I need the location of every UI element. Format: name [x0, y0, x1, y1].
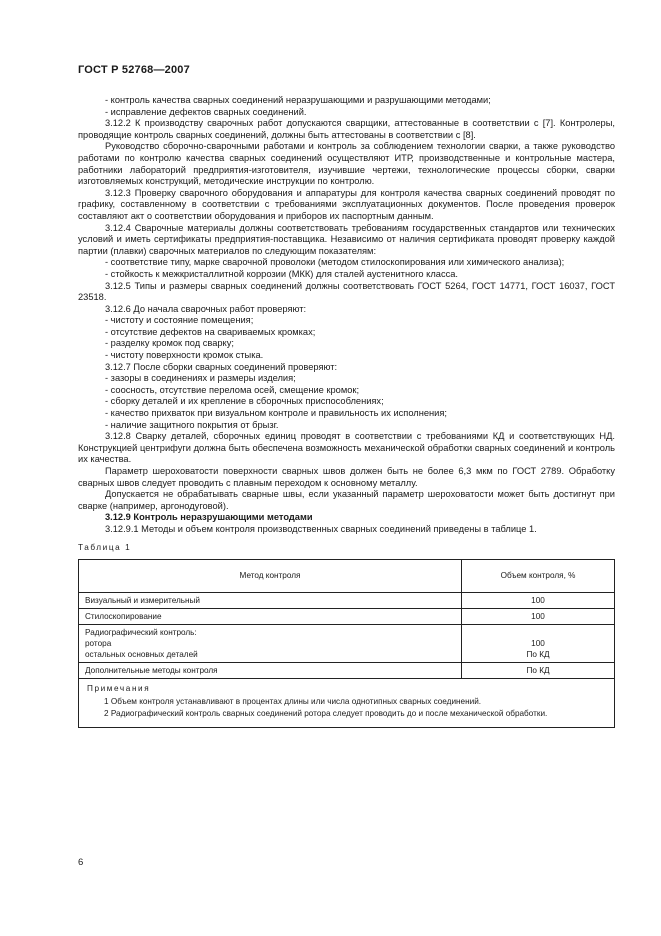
paragraph: Руководство сборочно-сварочными работами и контроль за соблюдением технологии сварки, а также руководство работами по контролю качества сварных соединений осуществляют ИТР, производственные и контрольные мастера, работники лабораторий предприятия-изготовителя, изучившие чертежи, технологические процессы сборки, сварки изготовляемых конструкций, методические инструкции по контролю.: [78, 141, 615, 187]
table-header-row: [79, 560, 615, 593]
notes-title: Примечания: [87, 684, 151, 694]
method-cell: Дополнительные методы контроля: [79, 663, 462, 679]
list-item: - соосность, отсутствие перелома осей, смещение кромок;: [105, 384, 360, 395]
list-item: - отсутствие дефектов на свариваемых кромках;: [105, 326, 316, 337]
method-cell: Визуальный и измерительный: [79, 593, 462, 609]
method-line: ротора: [85, 639, 112, 649]
list-item: - стойкость к межкристаллитной коррозии (МКК) для сталей аустенитного класса.: [105, 268, 459, 279]
paragraph: Допускается не обрабатывать сварные швы, если указанный параметр шероховатости может быть достигнут при сварке (например, аргонодуговой).: [78, 489, 615, 511]
paragraph: 3.12.9.1 Методы и объем контроля производственных сварных соединений приведены в таблице 1.: [105, 523, 537, 534]
paragraph: Параметр шероховатости поверхности сварных швов должен быть не более 6,3 мкм по ГОСТ 2789. Обработку сварных швов следует проводить с плавным переходом к основному металлу.: [78, 466, 615, 488]
column-header-volume: Объем контроля, %: [462, 560, 615, 593]
volume-cell: 100: [462, 609, 615, 625]
volume-cell: По КД: [462, 663, 615, 679]
paragraph: 3.12.3 Проверку сварочного оборудования и аппаратуры для контроля качества сварных соединений проводят по графику, составленному в соответствии с требованиями эксплуатационных документов. После проведения проверок составляют акт о соответствии оборудования и приборов их паспортным данным.: [78, 187, 615, 221]
document-header: ГОСТ Р 52768—2007: [78, 64, 190, 76]
paragraph: 3.12.8 Сварку деталей, сборочных единиц проводят в соответствии с требованиями КД и соответствующих НД. Конструкцией центрифуги должна быть обеспечена возможность механической обработки сварных соединений и контроль их качества.: [78, 431, 615, 465]
note-item: 1 Объем контроля устанавливают в процентах длины или числа однотипных сварных соединений.: [104, 696, 482, 706]
list-item: - качество прихваток при визуальном контроле и правильность их исполнения;: [105, 408, 447, 419]
volume-line: 100: [531, 639, 545, 649]
table-row: [79, 663, 615, 679]
method-cell: Стилоскопирование: [79, 609, 462, 625]
volume-cell: 100: [462, 593, 615, 609]
list-item: - наличие защитного покрытия от брызг.: [105, 419, 279, 430]
volume-cell: [462, 625, 615, 663]
body-text: [78, 95, 615, 728]
table-caption: Таблица 1: [78, 542, 132, 552]
table-row: [79, 609, 615, 625]
paragraph: 3.12.2 К производству сварочных работ допускаются сварщики, аттестованные в соответствии с [7]. Контролеры, проводящие контроль сварных соединений, должны быть аттестованы в соответствии с [8].: [78, 118, 615, 140]
paragraph: 3.12.6 До начала сварочных работ проверяют:: [105, 303, 307, 314]
method-cell: [79, 625, 462, 663]
method-line: остальных основных деталей: [85, 650, 198, 660]
table-row: [79, 593, 615, 609]
list-item: - контроль качества сварных соединений неразрушающими и разрушающими методами;: [105, 95, 491, 105]
paragraph: 3.12.4 Сварочные материалы должны соответствовать требованиям государственных стандартов или технических условий и иметь сертификаты предприятия-поставщика. Независимо от наличия сертификата проводят проверку каждой партии (плавки) сварочных материалов по следующим показателям:: [78, 222, 615, 256]
list-item: - чистоту поверхности кромок стыка.: [105, 350, 264, 361]
notes-row: [79, 679, 615, 728]
list-item: - исправление дефектов сварных соединений.: [105, 106, 307, 117]
note-item: 2 Радиографический контроль сварных соединений ротора следует проводить до и после механической обработки.: [104, 709, 548, 719]
table-row: [79, 625, 615, 663]
volume-line: По КД: [526, 650, 550, 660]
list-item: - соответствие типу, марке сварочной проволоки (методом стилоскопирования или химического анализа);: [105, 257, 565, 268]
list-item: - чистоту и состояние помещения;: [105, 315, 254, 326]
table-notes: [79, 679, 615, 728]
paragraph: 3.12.5 Типы и размеры сварных соединений должны соответствовать ГОСТ 5264, ГОСТ 14771, ГОСТ 16037, ГОСТ 23518.: [78, 280, 615, 303]
list-item: - разделку кромок под сварку;: [105, 338, 234, 349]
method-line: Радиографический контроль:: [85, 628, 197, 638]
column-header-method: Метод контроля: [79, 560, 462, 593]
page-number: 6: [78, 857, 84, 868]
list-item: - зазоры в соединениях и размеры изделия;: [105, 373, 296, 384]
control-table: [78, 559, 615, 728]
paragraph: 3.12.7 После сборки сварных соединений проверяют:: [105, 361, 338, 372]
list-item: - сборку деталей и их крепление в сборочных приспособлениях;: [105, 396, 384, 407]
section-heading: 3.12.9 Контроль неразрушающими методами: [105, 512, 313, 523]
